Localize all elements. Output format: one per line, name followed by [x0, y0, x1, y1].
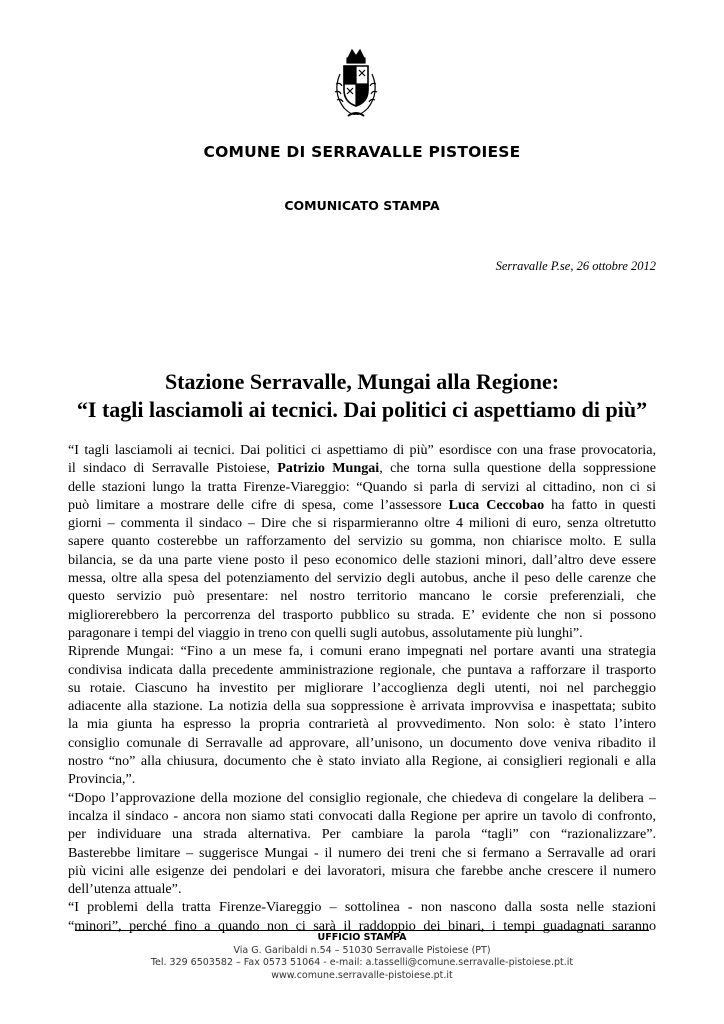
person-name: Patrizio Mungai: [277, 460, 380, 477]
body-line: Basterebbe limitare – suggerisce Mungai - il numero dei treni che si fermano a Serravalle ad orari: [68, 844, 656, 861]
person-name: Luca Ceccobao: [448, 496, 545, 513]
body-line: adiacente alla stazione. La notizia della sua soppressione è arrivata improvvisa e inaspettata; subito: [68, 698, 656, 715]
body-line: paragonare i tempi del viaggio in treno con quelli sugli autobus, assolutamente più lunghi”.: [68, 624, 583, 641]
body-line: la mia giunta ha espresso la propria contrarietà al provvedimento. Non solo: è stato l’intero: [68, 716, 656, 733]
body-line: messa, oltre alla spesa del potenziamento del servizio degli autobus, anche il peso delle carenze che: [68, 570, 656, 587]
body-line: più vicini alle esigenze dei pendolari e dei lavoratori, misura che farebbe anche crescere il numero: [68, 862, 656, 879]
body-line: su rotaie. Ciascuno ha investito per migliorare l’accoglienza degli utenti, noi nel parcheggio: [68, 679, 656, 696]
body-line: “I tagli lasciamoli ai tecnici. Dai politici ci aspettiamo di più” esordisce con una frase provocatoria,: [68, 442, 656, 458]
body-line: dell’utenza attuale”.: [68, 881, 182, 898]
body-line: giorni – commenta il sindaco – Dire che si risparmieranno oltre 4 milioni di euro, senza oltretutto: [68, 515, 656, 532]
body-line: Riprende Mungai: “Fino a un mese fa, i comuni erano impegnati nel portare avanti una strategia: [68, 643, 656, 660]
title-line-1: Stazione Serravalle, Mungai alla Regione:: [164, 369, 560, 394]
footer-office: UFFICIO STAMPA: [317, 932, 407, 943]
body-line: migliorerebbero la percorrenza del trasporto pubblico su strada. E’ evidente che non si possono: [68, 606, 656, 623]
footer: [0, 932, 724, 982]
footer-address: Via G. Garibaldi n.54 – 51030 Serravalle Pistoiese (PT): [233, 944, 491, 956]
body-line: questo servizio può presentare: nel nostro territorio mancano le corsie preferenziali, che: [68, 588, 656, 605]
document-type: COMUNICATO STAMPA: [284, 198, 440, 213]
body-line: delle stazioni lungo la tratta Firenze-Viareggio: “Quando si parla di servizi al cittadino, non ci si: [68, 478, 656, 495]
press-release-title: [0, 368, 724, 424]
body-line: condivisa indicata dalla precedente amministrazione regionale, che puntava a rafforzare il trasporto: [68, 661, 656, 678]
body-line: “minori”, perché fino a quando non ci sarà il raddoppio dei binari, i tempi guadagnati saranno: [68, 917, 656, 934]
footer-divider: [75, 930, 649, 931]
body-line: può limitare a mostrare delle cifre di spesa, come l’assessore Luca Ceccobao ha fatto in questi: [68, 496, 656, 513]
body-line: “I problemi della tratta Firenze-Viareggio – sottolinea - non nascono dalla sosta nelle stazioni: [68, 899, 656, 916]
body-line: sapere quanto costerebbe un rafforzamento del servizio su gomma, non chiarisce molto. E sulla: [68, 533, 656, 550]
municipal-crest-icon: [326, 44, 386, 124]
body-line: consiglio comunale di Serravalle ad approvare, all’unisono, un documento dove veniva ribadito il: [68, 734, 656, 751]
body-line: bilancia, se da una parte viene posto il peso economico delle stazioni minori, dall’altro deve essere: [68, 551, 656, 568]
title-line-2: “I tagli lasciamoli ai tecnici. Dai politici ci aspettiamo di più”: [76, 397, 648, 422]
footer-contacts: Tel. 329 6503582 – Fax 0573 51064 - e-mail: a.tasselli@comune.serravalle-pistoiese.pt.it: [150, 957, 574, 968]
body-line: “Dopo l’approvazione della mozione del consiglio regionale, che chiedeva di congelare la delibera –: [68, 789, 656, 806]
body-line: incalza il sindaco - ancora non siamo stati convocati dalla Regione per aprire un tavolo di confronto,: [68, 807, 656, 824]
body-line: Provincia,”.: [68, 771, 136, 788]
press-release-body: [68, 441, 656, 935]
body-line: nostro “no” alla chiusura, documento che è stato inviato alla Regione, ai consiglieri regionali e alla: [68, 753, 656, 770]
organization-name: COMUNE DI SERRAVALLE PISTOIESE: [203, 143, 521, 161]
body-line: il sindaco di Serravalle Pistoiese, Patrizio Mungai, che torna sulla questione della soppressione: [68, 460, 656, 477]
document-date: Serravalle P.se, 26 ottobre 2012: [495, 259, 656, 273]
body-line: per individuare una strada alternativa. Per cambiare la parola “tagli” con “razionalizzare”.: [68, 826, 656, 843]
footer-website: www.comune.serravalle-pistoiese.pt.it: [271, 969, 453, 981]
